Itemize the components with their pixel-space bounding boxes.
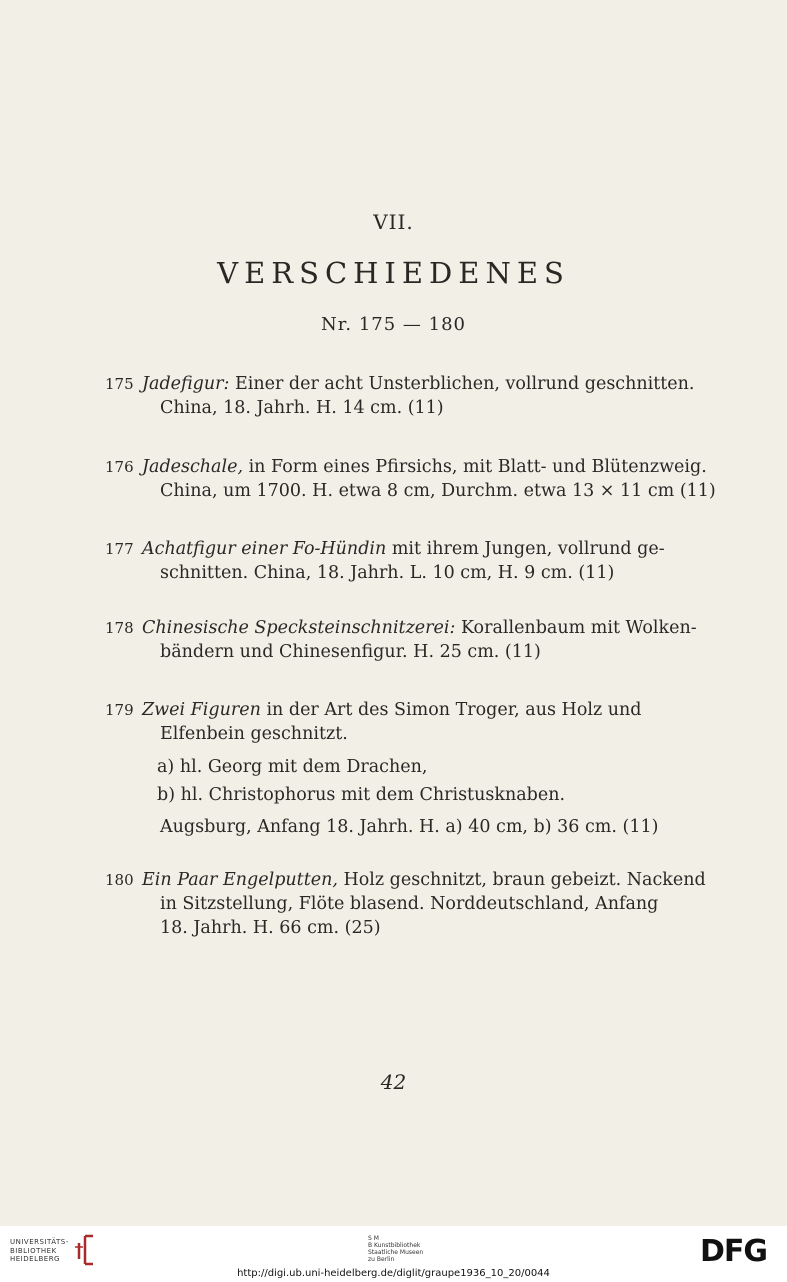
entry-continuation: China, um 1700. H. etwa 8 cm, Durchm. etwa 13 × 11 cm (11) [160, 481, 716, 501]
entry-continuation: schnitten. China, 18. Jahrh. L. 10 cm, H. 9 cm. (11) [160, 563, 615, 583]
entry-continuation: China, 18. Jahrh. H. 14 cm. (11) [160, 398, 444, 418]
entry-title: Zwei Figuren [142, 700, 261, 720]
entry-first-line [105, 455, 707, 479]
entry-text: mit ihrem Jungen, vollrund ge- [386, 539, 665, 559]
catalog-entry-178 [105, 616, 697, 664]
section-title: VERSCHIEDENES [217, 256, 570, 290]
entry-first-line [105, 372, 695, 396]
entry-title: Jadefigur: [142, 374, 230, 394]
entry-first-line [105, 537, 665, 561]
entry-number: 179 [105, 701, 134, 719]
entry-title: Achatfigur einer Fo-Hündin [142, 539, 387, 559]
entry-first-line [105, 868, 706, 892]
number-range: Nr. 175 — 180 [321, 314, 466, 335]
catalog-entry-177 [105, 537, 665, 585]
dfg-logo[interactable]: DFG [700, 1234, 768, 1269]
entry-text: in der Art des Simon Troger, aus Holz und [260, 700, 642, 720]
entry-text: Einer der acht Unsterblichen, vollrund geschnitten. [229, 374, 695, 394]
entry-title: Jadeschale, [142, 457, 244, 477]
entry-continuation: Elfenbein geschnitzt. [160, 724, 348, 744]
entry-number: 175 [105, 375, 134, 393]
entry-number: 180 [105, 871, 134, 889]
entry-number: 178 [105, 619, 134, 637]
entry-first-line [105, 616, 697, 640]
catalog-entry-180 [105, 868, 706, 940]
catalog-entry-179 [105, 698, 665, 839]
entry-number: 176 [105, 458, 134, 476]
catalog-entry-176 [105, 455, 716, 503]
university-library-label[interactable]: UNIVERSITÄTS- BIBLIOTHEK HEIDELBERG [10, 1238, 69, 1263]
university-logo-icon[interactable] [71, 1233, 97, 1267]
entry-subitem-a: a) hl. Georg mit dem Drachen, [157, 757, 428, 777]
entry-text: Holz geschnitzt, braun gebeizt. Nackend [337, 870, 706, 890]
entry-continuation: 18. Jahrh. H. 66 cm. (25) [160, 918, 381, 938]
page-number: 42 [380, 1070, 407, 1094]
entry-text: Korallenbaum mit Wolken- [455, 618, 697, 638]
entry-subitem-b: b) hl. Christophorus mit dem Christusknaben. [157, 785, 566, 805]
museum-label: S M B Kunstbibliothek Staatliche Museen zu Berlin [368, 1235, 424, 1263]
catalog-entry-175 [105, 372, 695, 420]
entry-title: Ein Paar Engelputten, [142, 870, 338, 890]
chapter-number: VII. [373, 210, 414, 234]
entry-first-line [105, 698, 665, 722]
entry-number: 177 [105, 540, 134, 558]
entry-provenance: Augsburg, Anfang 18. Jahrh. H. a) 40 cm, b) 36 cm. (11) [160, 817, 659, 837]
entry-title: Chinesische Specksteinschnitzerei: [142, 618, 456, 638]
entry-continuation: bändern und Chinesenfigur. H. 25 cm. (11) [160, 642, 541, 662]
entry-continuation: in Sitzstellung, Flöte blasend. Norddeutschland, Anfang [160, 894, 659, 914]
source-url-link[interactable]: http://digi.ub.uni-heidelberg.de/diglit/graupe1936_10_20/0044 [237, 1268, 550, 1279]
entry-text: in Form eines Pfirsichs, mit Blatt- und Blütenzweig. [243, 457, 707, 477]
